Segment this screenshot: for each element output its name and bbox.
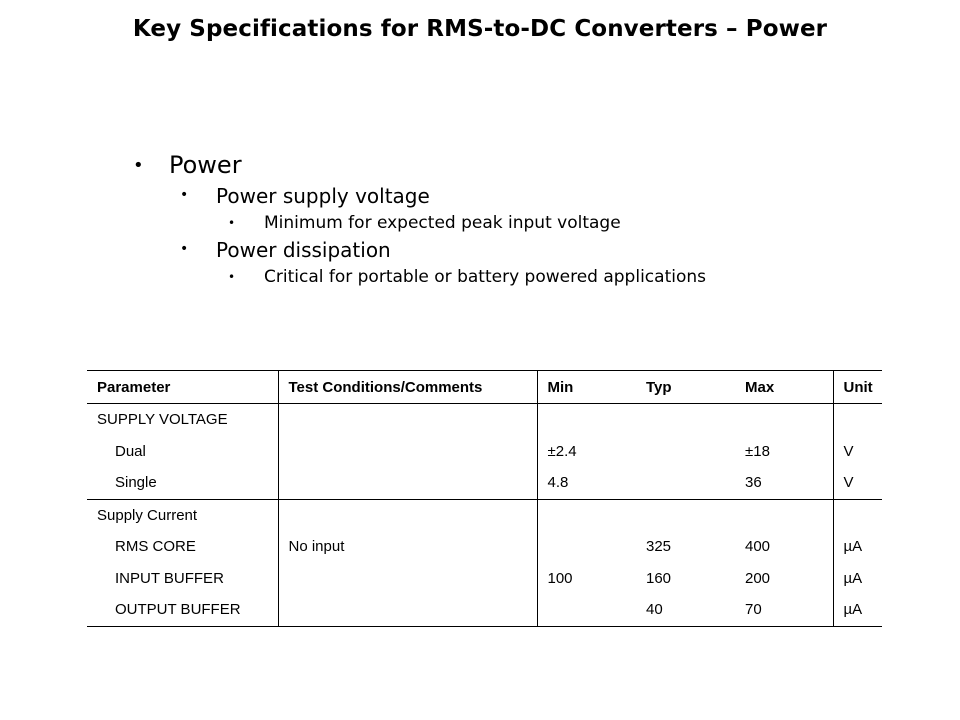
bullet-dot: • [133,155,144,176]
header-parameter: Parameter [87,371,278,404]
bullet-supply-voltage-sub [228,213,621,233]
table-row [87,594,882,626]
cell-min: ±2.4 [547,442,577,460]
bullet-dissipation-sub [228,267,706,287]
cell-unit: µA [833,594,882,626]
table-row [87,563,882,595]
table-row [87,531,882,563]
cell-max: 200 [735,563,833,595]
cell-typ [636,404,735,436]
cell-max: 400 [735,531,833,563]
cell-conditions [278,563,537,595]
cell-typ [636,467,735,499]
bullet-power [133,151,242,179]
cell-conditions [278,499,537,531]
cell-parameter: INPUT BUFFER [87,563,278,595]
cell-max: ±18 [735,436,833,468]
cell-unit: V [833,467,882,499]
cell-unit: µA [843,569,863,587]
cell-typ: 160 [646,569,672,587]
bullet-text: Minimum for expected peak input voltage [264,213,621,233]
cell-max: 36 [735,467,833,499]
cell-conditions [278,467,537,499]
cell-conditions [278,404,537,436]
bullet-text: Critical for portable or battery powered applications [264,267,706,287]
cell-typ [636,499,735,531]
cell-parameter: Supply Current [87,499,278,531]
cell-min [537,404,636,436]
spec-table [87,370,882,627]
table-row [87,404,882,436]
cell-max: 70 [735,594,833,626]
cell-typ: 325 [646,538,672,556]
cell-max [735,404,833,436]
cell-min [537,531,636,563]
header-typ: Typ [636,371,735,404]
table-row [87,467,882,499]
cell-min: 4.8 [537,467,636,499]
cell-unit [833,499,882,531]
cell-min [537,499,636,531]
cell-unit: µA [843,538,863,556]
cell-conditions [278,594,537,626]
cell-conditions: No input [278,531,537,563]
cell-unit [833,404,882,436]
table-row [87,499,882,531]
cell-parameter: Dual [87,436,278,468]
cell-typ [636,436,735,468]
table-header-row [87,371,882,404]
header-min: Min [537,371,636,404]
cell-parameter: SUPPLY VOLTAGE [87,404,278,436]
bullet-dot: • [228,270,236,284]
bullet-dissipation [180,238,391,262]
bullet-dot: • [180,241,189,257]
bullet-dot: • [180,187,189,203]
cell-min: 100 [547,569,573,587]
bullet-text: Power [169,151,242,179]
cell-max [735,499,833,531]
cell-conditions [278,436,537,468]
cell-parameter: OUTPUT BUFFER [87,594,278,626]
cell-min [537,594,636,626]
bullet-text: Power dissipation [216,238,391,262]
slide-title: Key Specifications for RMS-to-DC Converters – Power [132,16,828,42]
header-max: Max [735,371,833,404]
bullet-supply-voltage [180,184,430,208]
header-unit: Unit [833,371,882,404]
table-row [87,436,882,468]
cell-unit: V [843,442,854,460]
header-conditions: Test Conditions/Comments [278,371,537,404]
cell-parameter: Single [87,467,278,499]
cell-typ: 40 [636,594,735,626]
bullet-text: Power supply voltage [216,184,430,208]
cell-parameter: RMS CORE [87,531,278,563]
bullet-dot: • [228,216,236,230]
